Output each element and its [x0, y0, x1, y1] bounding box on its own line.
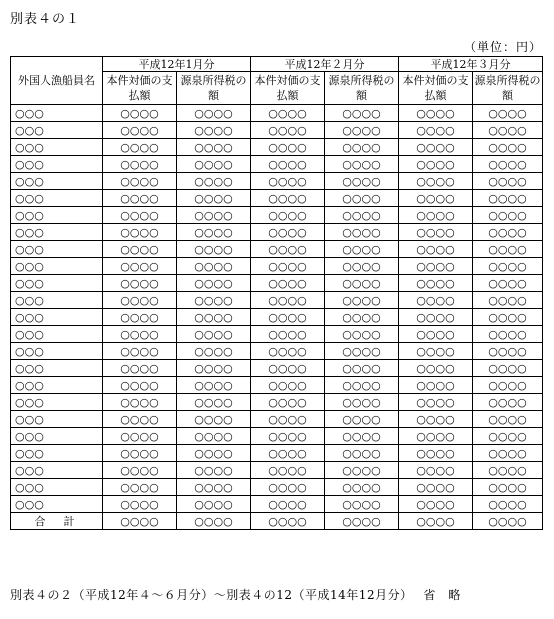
withholding-tax-cell: ○○○○	[473, 224, 543, 241]
payment-amount-cell: ○○○○	[399, 207, 473, 224]
document-title: 別表４の１	[10, 12, 81, 27]
payment-amount-cell: ○○○○	[399, 173, 473, 190]
table-row	[11, 309, 543, 326]
payment-amount-header: 本件対価の支払額	[399, 72, 473, 105]
withholding-tax-cell: ○○○○	[473, 428, 543, 445]
payment-amount-cell: ○○○○	[399, 105, 473, 122]
month-header-1: 平成12年1月分	[103, 57, 251, 72]
payment-amount-cell: ○○○○	[251, 139, 325, 156]
payment-amount-cell: ○○○○	[251, 156, 325, 173]
crew-name-cell: ○○○	[11, 326, 103, 343]
withholding-tax-cell: ○○○○	[177, 445, 251, 462]
table-row	[11, 241, 543, 258]
crew-name-cell: ○○○	[11, 377, 103, 394]
payment-amount-cell: ○○○○	[399, 411, 473, 428]
payment-amount-cell: ○○○○	[103, 309, 177, 326]
withholding-tax-cell: ○○○○	[473, 462, 543, 479]
payment-amount-cell: ○○○○	[399, 156, 473, 173]
withholding-tax-cell: ○○○○	[177, 326, 251, 343]
payment-amount-cell: ○○○○	[399, 224, 473, 241]
payment-amount-cell: ○○○○	[103, 394, 177, 411]
payment-amount-cell: ○○○○	[399, 479, 473, 496]
withholding-tax-cell: ○○○○	[177, 377, 251, 394]
payment-amount-cell: ○○○○	[251, 173, 325, 190]
withholding-tax-cell: ○○○○	[325, 122, 399, 139]
payment-amount-cell: ○○○○	[399, 394, 473, 411]
withholding-tax-cell: ○○○○	[325, 275, 399, 292]
table-row	[11, 292, 543, 309]
withholding-tax-cell: ○○○○	[473, 479, 543, 496]
month-header-2: 平成12年２月分	[251, 57, 399, 72]
crew-name-cell: ○○○	[11, 105, 103, 122]
payment-amount-cell: ○○○○	[251, 445, 325, 462]
table-header	[11, 57, 543, 105]
payment-table	[10, 56, 543, 530]
payment-amount-cell: ○○○○	[103, 411, 177, 428]
withholding-tax-cell: ○○○○	[177, 394, 251, 411]
crew-name-cell: ○○○	[11, 428, 103, 445]
withholding-tax-cell: ○○○○	[473, 190, 543, 207]
table-row	[11, 122, 543, 139]
withholding-tax-cell: ○○○○	[177, 360, 251, 377]
payment-amount-cell: ○○○○	[103, 462, 177, 479]
withholding-tax-cell: ○○○○	[473, 377, 543, 394]
payment-amount-cell: ○○○○	[251, 105, 325, 122]
crew-name-cell: ○○○	[11, 156, 103, 173]
payment-amount-cell: ○○○○	[251, 462, 325, 479]
withholding-tax-cell: ○○○○	[177, 479, 251, 496]
withholding-tax-cell: ○○○○	[177, 292, 251, 309]
withholding-tax-cell: ○○○○	[473, 275, 543, 292]
table-row	[11, 207, 543, 224]
payment-amount-cell: ○○○○	[251, 122, 325, 139]
total-tax-cell: ○○○○	[473, 513, 543, 530]
payment-amount-cell: ○○○○	[103, 479, 177, 496]
crew-name-cell: ○○○	[11, 394, 103, 411]
withholding-tax-cell: ○○○○	[473, 445, 543, 462]
payment-amount-cell: ○○○○	[399, 139, 473, 156]
payment-amount-cell: ○○○○	[399, 377, 473, 394]
crew-name-cell: ○○○	[11, 496, 103, 513]
withholding-tax-cell: ○○○○	[325, 377, 399, 394]
withholding-tax-cell: ○○○○	[473, 292, 543, 309]
crew-name-cell: ○○○	[11, 190, 103, 207]
withholding-tax-cell: ○○○○	[177, 411, 251, 428]
payment-amount-cell: ○○○○	[103, 224, 177, 241]
table-row	[11, 377, 543, 394]
withholding-tax-cell: ○○○○	[177, 462, 251, 479]
table-row	[11, 496, 543, 513]
payment-amount-cell: ○○○○	[399, 241, 473, 258]
withholding-tax-cell: ○○○○	[177, 156, 251, 173]
crew-name-cell: ○○○	[11, 224, 103, 241]
payment-amount-cell: ○○○○	[399, 445, 473, 462]
payment-amount-cell: ○○○○	[103, 343, 177, 360]
payment-amount-cell: ○○○○	[103, 105, 177, 122]
payment-amount-cell: ○○○○	[251, 411, 325, 428]
payment-amount-cell: ○○○○	[251, 496, 325, 513]
payment-amount-cell: ○○○○	[103, 190, 177, 207]
withholding-tax-cell: ○○○○	[473, 105, 543, 122]
withholding-tax-cell: ○○○○	[177, 224, 251, 241]
payment-amount-cell: ○○○○	[399, 122, 473, 139]
payment-amount-cell: ○○○○	[251, 377, 325, 394]
withholding-tax-header: 源泉所得税の額	[177, 72, 251, 105]
withholding-tax-cell: ○○○○	[473, 343, 543, 360]
withholding-tax-cell: ○○○○	[473, 156, 543, 173]
payment-amount-header: 本件対価の支払額	[251, 72, 325, 105]
crew-name-cell: ○○○	[11, 360, 103, 377]
table-row	[11, 156, 543, 173]
table-row	[11, 326, 543, 343]
crew-name-cell: ○○○	[11, 241, 103, 258]
payment-amount-cell: ○○○○	[251, 275, 325, 292]
withholding-tax-cell: ○○○○	[325, 360, 399, 377]
withholding-tax-cell: ○○○○	[473, 496, 543, 513]
payment-amount-cell: ○○○○	[103, 428, 177, 445]
name-column-header: 外国人漁船員名	[11, 57, 103, 105]
withholding-tax-cell: ○○○○	[177, 105, 251, 122]
crew-name-cell: ○○○	[11, 139, 103, 156]
withholding-tax-cell: ○○○○	[325, 105, 399, 122]
payment-amount-cell: ○○○○	[103, 275, 177, 292]
withholding-tax-cell: ○○○○	[473, 122, 543, 139]
withholding-tax-cell: ○○○○	[325, 445, 399, 462]
withholding-tax-cell: ○○○○	[473, 360, 543, 377]
withholding-tax-cell: ○○○○	[325, 224, 399, 241]
payment-amount-cell: ○○○○	[103, 445, 177, 462]
payment-amount-cell: ○○○○	[399, 360, 473, 377]
crew-name-cell: ○○○	[11, 258, 103, 275]
withholding-tax-header: 源泉所得税の額	[473, 72, 543, 105]
payment-amount-cell: ○○○○	[399, 258, 473, 275]
crew-name-cell: ○○○	[11, 479, 103, 496]
table-row	[11, 105, 543, 122]
table-row	[11, 411, 543, 428]
withholding-tax-cell: ○○○○	[473, 139, 543, 156]
withholding-tax-cell: ○○○○	[325, 258, 399, 275]
withholding-tax-cell: ○○○○	[325, 326, 399, 343]
table-row	[11, 428, 543, 445]
total-payment-cell: ○○○○	[399, 513, 473, 530]
payment-amount-cell: ○○○○	[103, 377, 177, 394]
withholding-tax-cell: ○○○○	[177, 258, 251, 275]
total-row	[11, 513, 543, 530]
crew-name-cell: ○○○	[11, 462, 103, 479]
withholding-tax-cell: ○○○○	[177, 173, 251, 190]
payment-amount-cell: ○○○○	[103, 173, 177, 190]
payment-amount-cell: ○○○○	[251, 309, 325, 326]
withholding-tax-cell: ○○○○	[473, 394, 543, 411]
table-row	[11, 479, 543, 496]
payment-amount-cell: ○○○○	[251, 258, 325, 275]
payment-amount-cell: ○○○○	[399, 343, 473, 360]
table-row	[11, 190, 543, 207]
table-row	[11, 224, 543, 241]
crew-name-cell: ○○○	[11, 309, 103, 326]
unit-label: （単位：円）	[463, 40, 542, 54]
payment-amount-cell: ○○○○	[251, 190, 325, 207]
crew-name-cell: ○○○	[11, 445, 103, 462]
table-row	[11, 275, 543, 292]
withholding-tax-cell: ○○○○	[177, 309, 251, 326]
payment-amount-cell: ○○○○	[399, 326, 473, 343]
withholding-tax-cell: ○○○○	[473, 411, 543, 428]
payment-amount-cell: ○○○○	[103, 156, 177, 173]
withholding-tax-cell: ○○○○	[325, 343, 399, 360]
payment-amount-cell: ○○○○	[251, 360, 325, 377]
payment-amount-cell: ○○○○	[251, 343, 325, 360]
payment-amount-cell: ○○○○	[399, 496, 473, 513]
crew-name-cell: ○○○	[11, 275, 103, 292]
withholding-tax-cell: ○○○○	[177, 207, 251, 224]
withholding-tax-cell: ○○○○	[473, 207, 543, 224]
payment-amount-cell: ○○○○	[251, 428, 325, 445]
payment-amount-cell: ○○○○	[103, 258, 177, 275]
withholding-tax-cell: ○○○○	[325, 496, 399, 513]
payment-amount-header: 本件対価の支払額	[103, 72, 177, 105]
withholding-tax-cell: ○○○○	[325, 428, 399, 445]
table-row	[11, 394, 543, 411]
withholding-tax-cell: ○○○○	[325, 241, 399, 258]
table-body	[11, 105, 543, 530]
total-payment-cell: ○○○○	[103, 513, 177, 530]
withholding-tax-cell: ○○○○	[473, 326, 543, 343]
withholding-tax-cell: ○○○○	[177, 122, 251, 139]
withholding-tax-header: 源泉所得税の額	[325, 72, 399, 105]
payment-amount-cell: ○○○○	[103, 496, 177, 513]
withholding-tax-cell: ○○○○	[325, 207, 399, 224]
withholding-tax-cell: ○○○○	[325, 292, 399, 309]
withholding-tax-cell: ○○○○	[325, 173, 399, 190]
withholding-tax-cell: ○○○○	[177, 139, 251, 156]
crew-name-cell: ○○○	[11, 343, 103, 360]
withholding-tax-cell: ○○○○	[325, 394, 399, 411]
payment-amount-cell: ○○○○	[251, 224, 325, 241]
withholding-tax-cell: ○○○○	[177, 428, 251, 445]
payment-amount-cell: ○○○○	[399, 190, 473, 207]
table-row	[11, 173, 543, 190]
payment-amount-cell: ○○○○	[103, 139, 177, 156]
payment-amount-cell: ○○○○	[251, 241, 325, 258]
withholding-tax-cell: ○○○○	[325, 411, 399, 428]
payment-amount-cell: ○○○○	[103, 122, 177, 139]
withholding-tax-cell: ○○○○	[473, 173, 543, 190]
payment-amount-cell: ○○○○	[399, 462, 473, 479]
payment-amount-cell: ○○○○	[103, 241, 177, 258]
payment-amount-cell: ○○○○	[399, 292, 473, 309]
payment-amount-cell: ○○○○	[103, 360, 177, 377]
footer-note: 別表４の２（平成12年４～６月分）～別表４の12（平成14年12月分） 省 略	[10, 588, 461, 602]
table-row	[11, 139, 543, 156]
payment-amount-cell: ○○○○	[251, 479, 325, 496]
withholding-tax-cell: ○○○○	[177, 275, 251, 292]
withholding-tax-cell: ○○○○	[177, 190, 251, 207]
month-header-3: 平成12年３月分	[399, 57, 543, 72]
withholding-tax-cell: ○○○○	[177, 343, 251, 360]
crew-name-cell: ○○○	[11, 173, 103, 190]
withholding-tax-cell: ○○○○	[325, 479, 399, 496]
payment-amount-cell: ○○○○	[251, 326, 325, 343]
withholding-tax-cell: ○○○○	[177, 496, 251, 513]
payment-amount-cell: ○○○○	[251, 292, 325, 309]
payment-amount-cell: ○○○○	[251, 207, 325, 224]
crew-name-cell: ○○○	[11, 207, 103, 224]
crew-name-cell: ○○○	[11, 122, 103, 139]
total-tax-cell: ○○○○	[325, 513, 399, 530]
withholding-tax-cell: ○○○○	[473, 258, 543, 275]
total-tax-cell: ○○○○	[177, 513, 251, 530]
table-row	[11, 258, 543, 275]
withholding-tax-cell: ○○○○	[473, 309, 543, 326]
payment-amount-cell: ○○○○	[399, 275, 473, 292]
payment-amount-cell: ○○○○	[103, 207, 177, 224]
withholding-tax-cell: ○○○○	[325, 462, 399, 479]
table-row	[11, 462, 543, 479]
payment-amount-cell: ○○○○	[399, 309, 473, 326]
withholding-tax-cell: ○○○○	[325, 139, 399, 156]
crew-name-cell: ○○○	[11, 292, 103, 309]
payment-amount-cell: ○○○○	[103, 292, 177, 309]
payment-amount-cell: ○○○○	[251, 394, 325, 411]
table-row	[11, 360, 543, 377]
withholding-tax-cell: ○○○○	[325, 156, 399, 173]
payment-amount-cell: ○○○○	[103, 326, 177, 343]
withholding-tax-cell: ○○○○	[325, 309, 399, 326]
table-row	[11, 343, 543, 360]
payment-amount-cell: ○○○○	[399, 428, 473, 445]
withholding-tax-cell: ○○○○	[473, 241, 543, 258]
total-payment-cell: ○○○○	[251, 513, 325, 530]
withholding-tax-cell: ○○○○	[177, 241, 251, 258]
table-row	[11, 445, 543, 462]
withholding-tax-cell: ○○○○	[325, 190, 399, 207]
total-label: 合計	[11, 513, 103, 530]
crew-name-cell: ○○○	[11, 411, 103, 428]
